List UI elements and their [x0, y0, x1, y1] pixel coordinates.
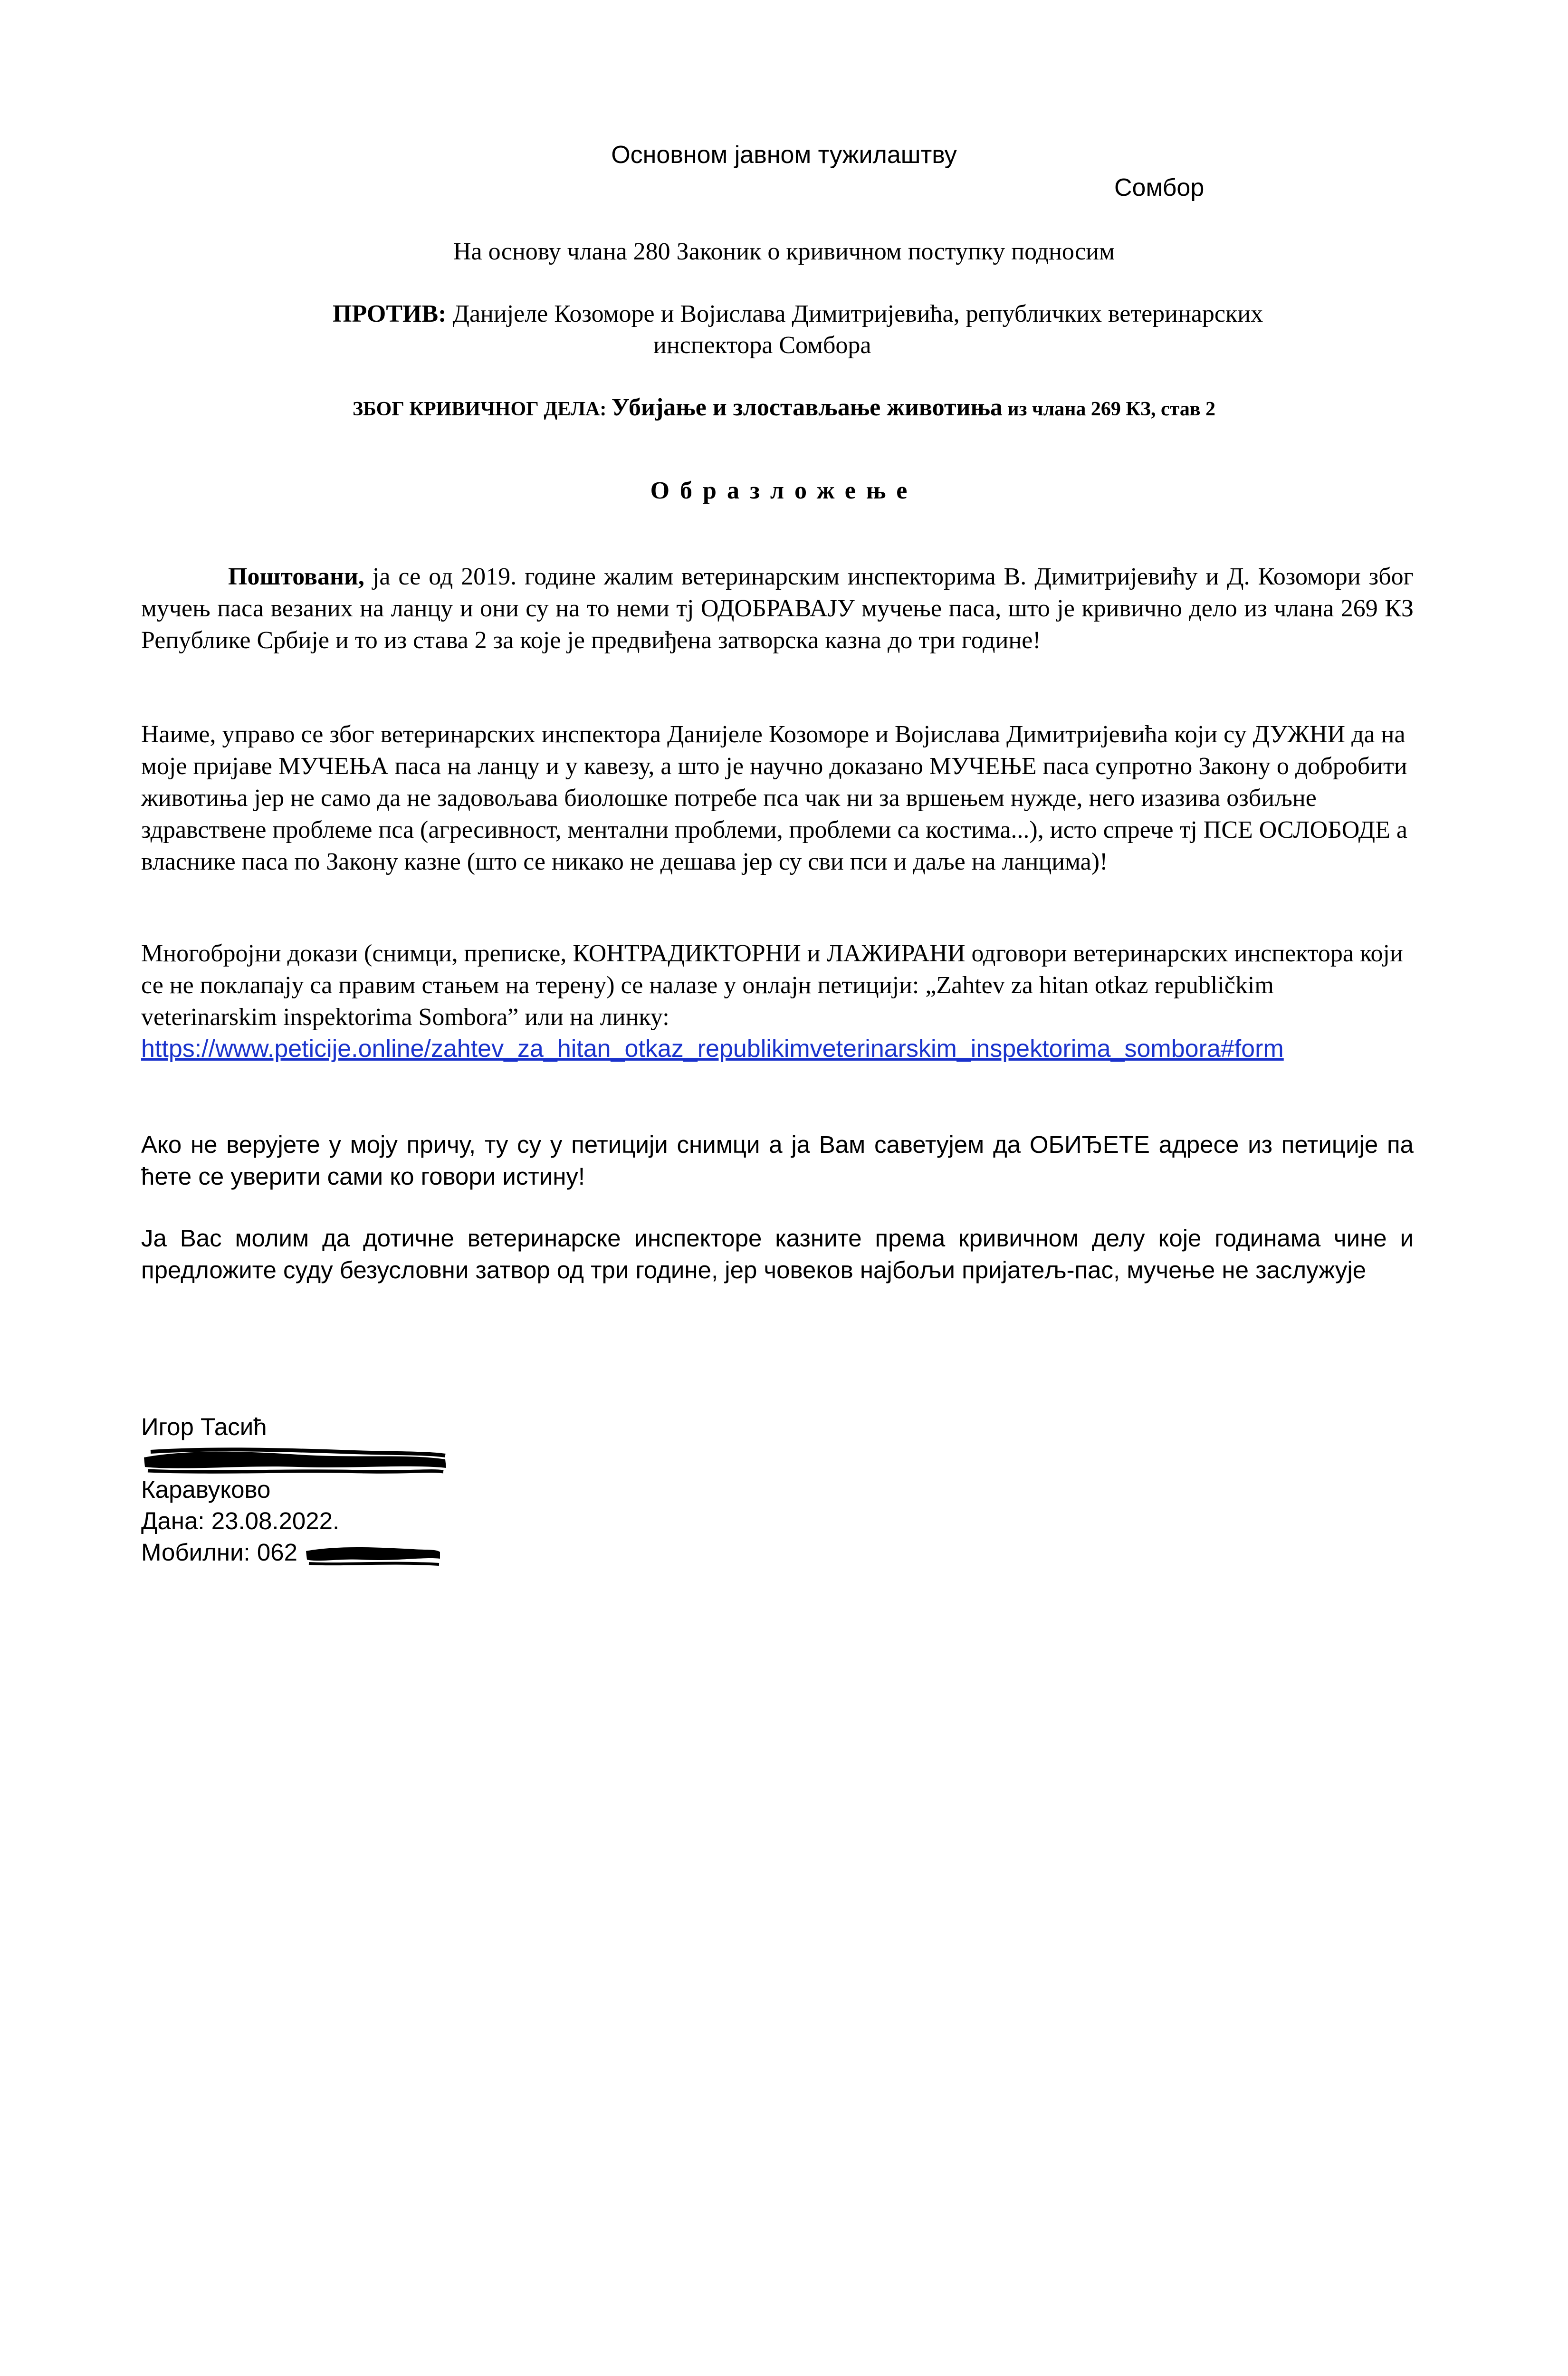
crime-line [0, 393, 1568, 422]
paragraph-3-text: Многобројни докази (снимци, преписке, КОНТРАДИКТОРНИ и ЛАЖИРАНИ одговори ветеринарских инспектора који се не поклапају са правим стањем на терену) се налазе у онлајн петицији: „Zahtev za hitan otkaz republičkim veterinarskim inspektorima Sombora” или на линку: [141, 940, 1403, 1031]
mobile-prefix: Мобилни: 062 [141, 1539, 297, 1566]
signature-block [141, 1411, 806, 1568]
signer-name: Игор Тасић [141, 1413, 267, 1440]
paragraph-2: Наиме, управо се због ветеринарских инспектора Данијеле Козоморе и Војислава Димитријевића који су ДУЖНИ да на моје пријаве МУЧЕЊА паса на ланцу и у кавезу, а што је научно доказано МУЧЕЊЕ паса супротно Закону о добробити животиња јер не само да не задовољава биолошке потребе пса чак ни за вршењем нужде, него изазива озбиљне здравствене проблеме пса (агресивност, ментални проблеми, проблеми са костима...), исто спрече тј ПСЕ ОСЛОБОДЕ а власнике паса по Закону казне (што се никако не дешава јер су сви пси и даље на ланцима)! [141, 721, 1407, 875]
against-text: Данијеле Козоморе и Војислава Димитријевића, републичких ветеринарских [452, 300, 1263, 327]
paragraph-3 [141, 938, 1414, 1065]
paragraph-4: Ако не верујете у моју причу, ту су у петицији снимци а ја Вам саветујем да ОБИЂЕТЕ адресе из петиције па ћете се уверити сами ко говори истину! [141, 1131, 1414, 1190]
salutation: Поштовани, [228, 563, 364, 590]
paragraph-1 [141, 561, 1414, 656]
intro-line: На основу члана 280 Законик о кривичном поступку подносим [453, 238, 1115, 265]
redaction-mark-icon [304, 1542, 442, 1566]
signature-date: Дана: 23.08.2022. [141, 1507, 340, 1534]
paragraph-1-text: ја се од 2019. године жалим ветеринарским инспекторима В. Димитријевићу и Д. Козомори због мучењ паса везаних на ланцу и они су на то неми тј ОДОБРАВАЈУ мучење паса, што је кривично дело из члана 269 КЗ Републике Србије и то из става 2 за које је предвиђена затворска казна до три године! [141, 563, 1414, 654]
reasoning-heading: Образложење [650, 477, 918, 504]
redacted-address [141, 1443, 806, 1474]
against-section [333, 298, 1425, 361]
signer-place: Каравуково [141, 1476, 271, 1503]
recipient-institution: Основном јавном тужилаштву [611, 141, 957, 169]
crime-label: ЗБОГ КРИВИЧНОГ ДЕЛА: [352, 398, 607, 420]
paragraph-5: Ја Вас молим да дотичне ветеринарске инспекторе казните према кривичном делу које годинама чине и предложите суду безусловни затвор од три године, јер човеков најбољи пријатељ-пас, мучење не заслужује [141, 1225, 1414, 1284]
mobile-line [141, 1537, 806, 1568]
against-label: ПРОТИВ: [333, 300, 447, 327]
crime-reference: из члана 269 КЗ, став 2 [1007, 398, 1216, 420]
against-text-continued: инспектора Сомбора [653, 332, 871, 359]
crime-name: Убијање и злостављање животиња [611, 394, 1003, 421]
redaction-mark-icon [141, 1446, 450, 1475]
petition-link[interactable]: https://www.peticije.online/zahtev_za_hitan_otkaz_republikimveterinarskim_inspektorima_sombora#form [141, 1035, 1284, 1063]
recipient-city: Сомбор [1114, 174, 1205, 201]
